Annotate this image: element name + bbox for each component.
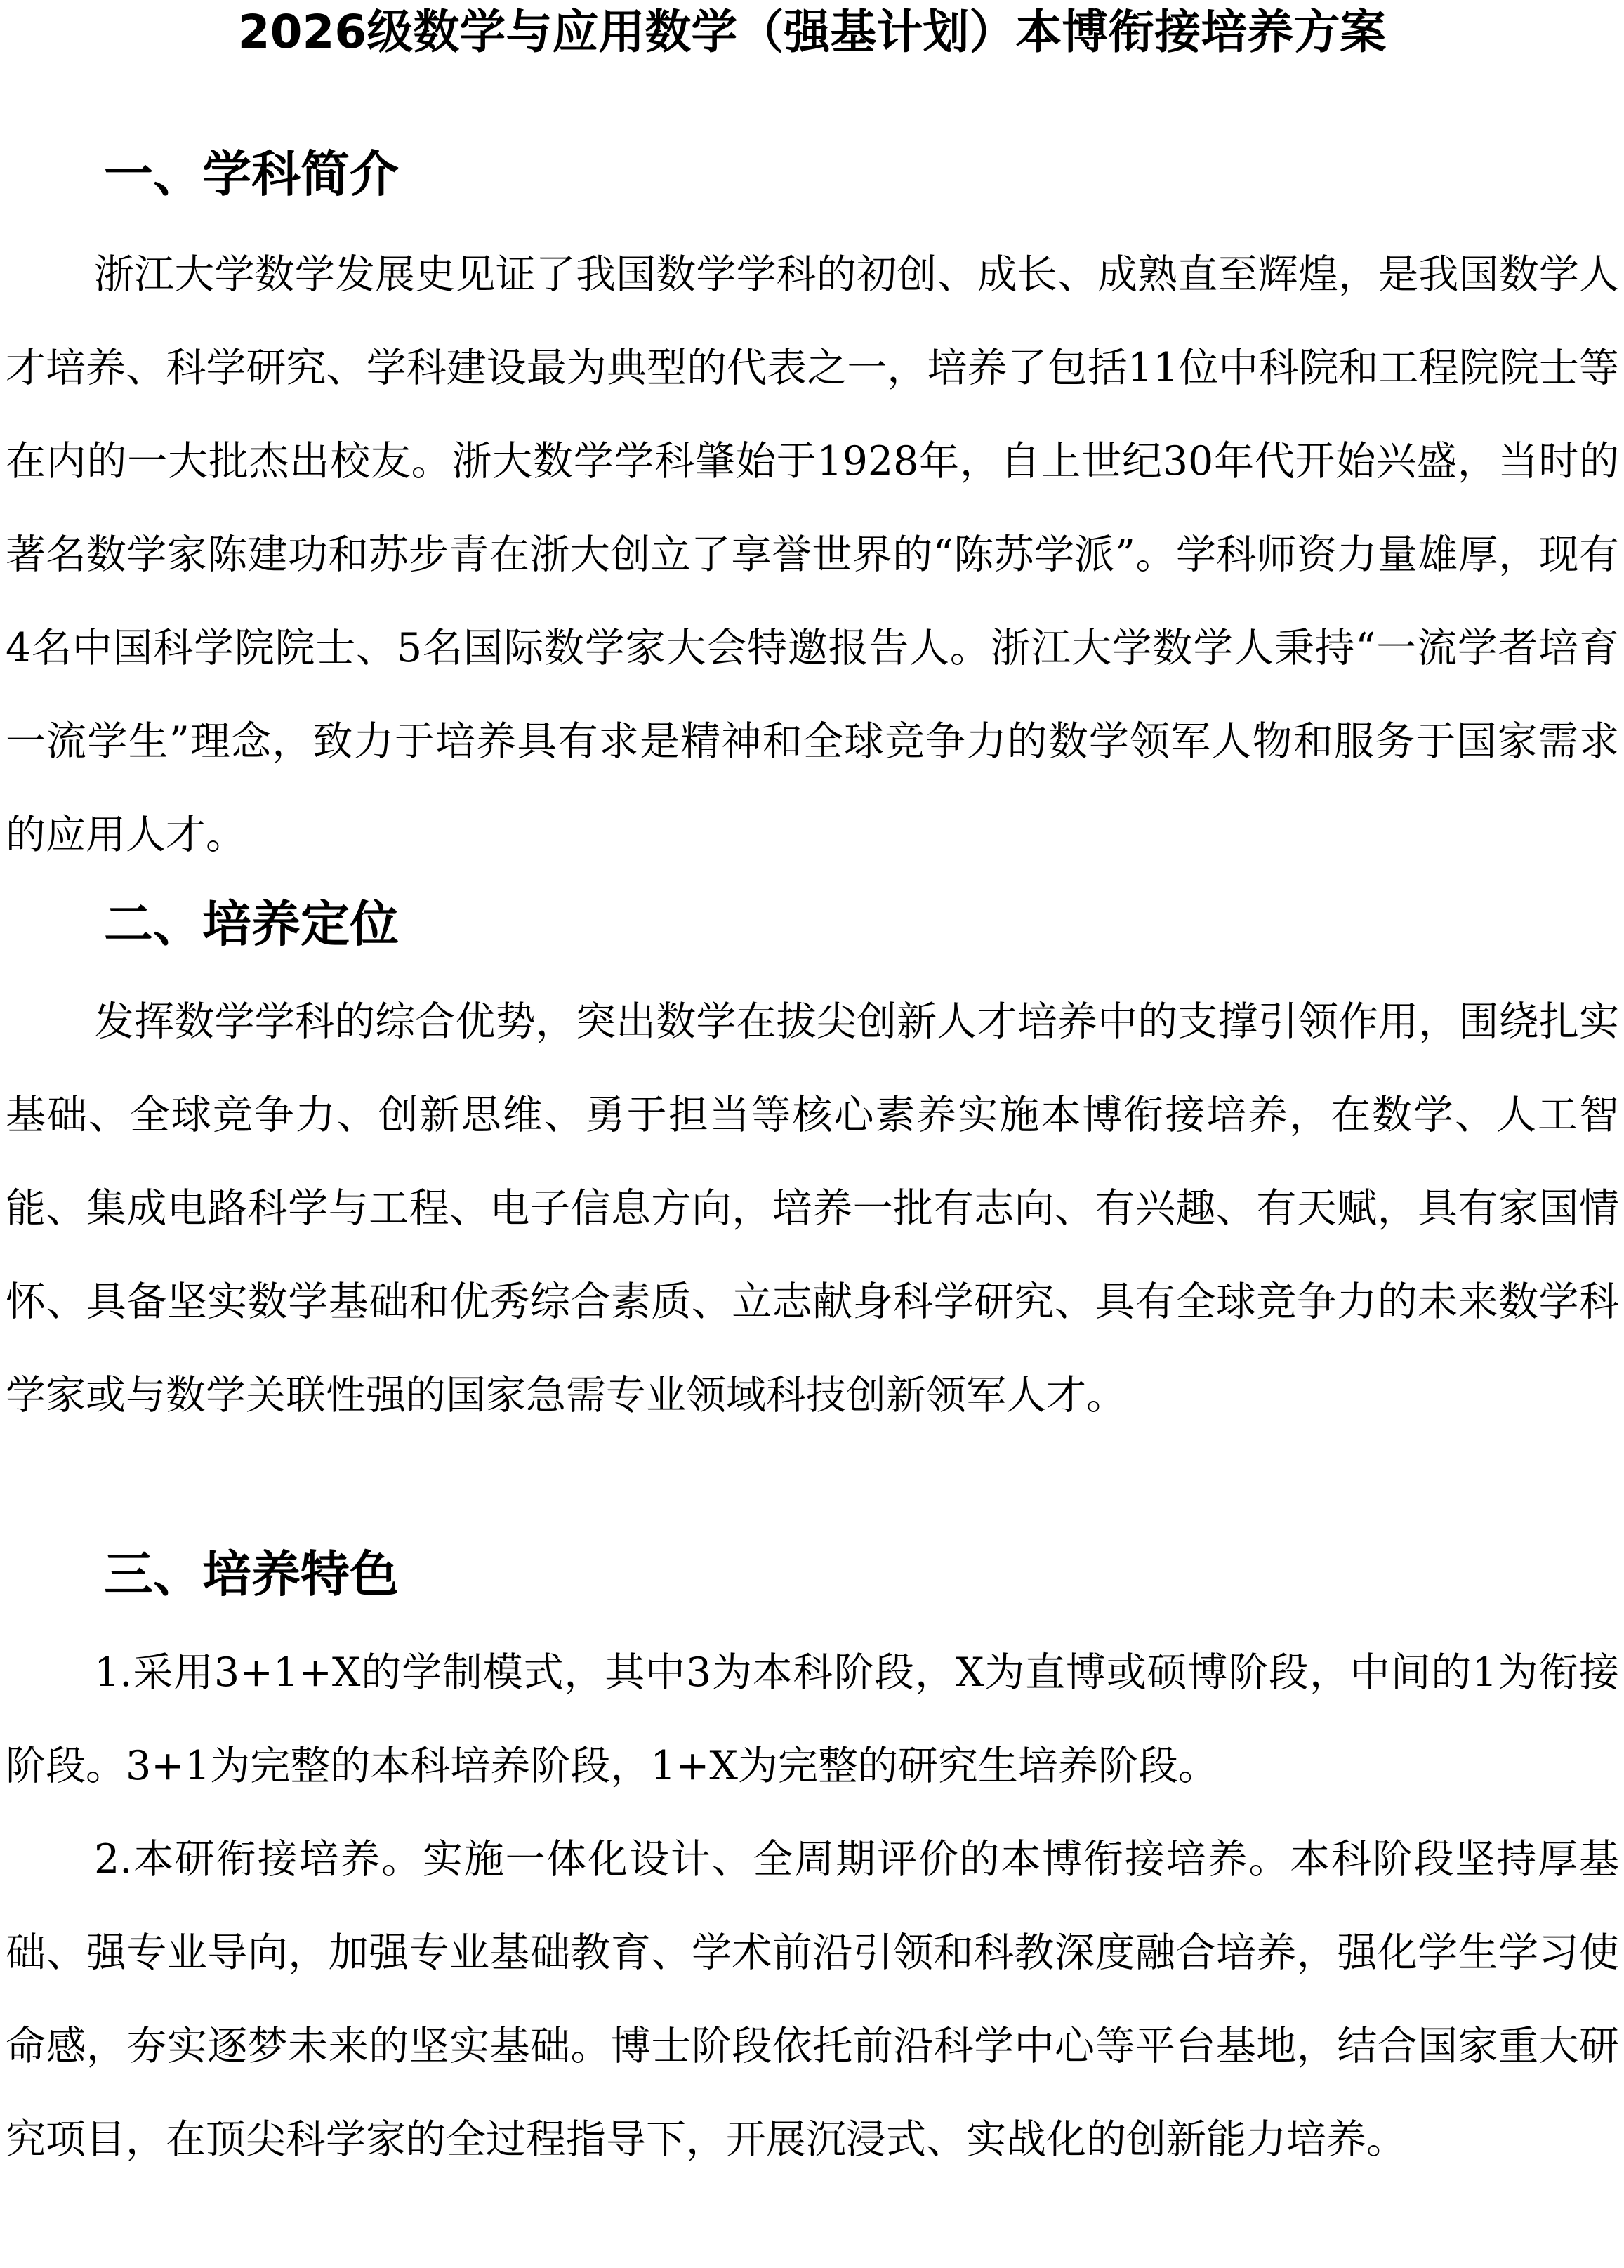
section-heading-features: 三、培养特色: [104, 1545, 399, 1603]
section-paragraph-feature-2: 2.本研衔接培养。实施一体化设计、全周期评价的本博衔接培养。本科阶段坚持厚基础、强专业导向，加强专业基础教育、学术前沿引领和科教深度融合培养，强化学生学习使命感，夯实逐梦未来的坚实基础。博士阶段依托前沿科学中心等平台基地，结合国家重大研究项目，在顶尖科学家的全过程指导下，开展沉浸式、实战化的创新能力培养。: [6, 1836, 1619, 2163]
document-title: 2026级数学与应用数学（强基计划）本博衔接培养方案: [237, 5, 1387, 59]
section-heading-positioning: 二、培养定位: [104, 895, 399, 953]
section-paragraph-feature-1: 1.采用3+1+X的学制模式，其中3为本科阶段，X为直博或硕博阶段，中间的1为衔接阶段。3+1为完整的本科培养阶段，1+X为完整的研究生培养阶段。: [6, 1649, 1619, 1789]
section-paragraph-positioning: 发挥数学学科的综合优势，突出数学在拔尖创新人才培养中的支撑引领作用，围绕扎实基础、全球竞争力、创新思维、勇于担当等核心素养实施本博衔接培养，在数学、人工智能、集成电路科学与工程、电子信息方向，培养一批有志向、有兴趣、有天赋，具有家国情怀、具备坚实数学基础和优秀综合素质、立志献身科学研究、具有全球竞争力的未来数学科学家或与数学关联性强的国家急需专业领域科技创新领军人才。: [6, 998, 1619, 1418]
section-heading-introduction: 一、学科简介: [104, 145, 399, 203]
section-paragraph-introduction: 浙江大学数学发展史见证了我国数学学科的初创、成长、成熟直至辉煌，是我国数学人才培养、科学研究、学科建设最为典型的代表之一，培养了包括11位中科院和工程院院士等在内的一大批杰出校友。浙大数学学科肇始于1928年，自上世纪30年代开始兴盛，当时的著名数学家陈建功和苏步青在浙大创立了享誉世界的“陈苏学派”。学科师资力量雄厚，现有4名中国科学院院士、5名国际数学家大会特邀报告人。浙江大学数学人秉持“一流学者培育一流学生”理念，致力于培养具有求是精神和全球竞争力的数学领军人物和服务于国家需求的应用人才。: [6, 251, 1619, 858]
